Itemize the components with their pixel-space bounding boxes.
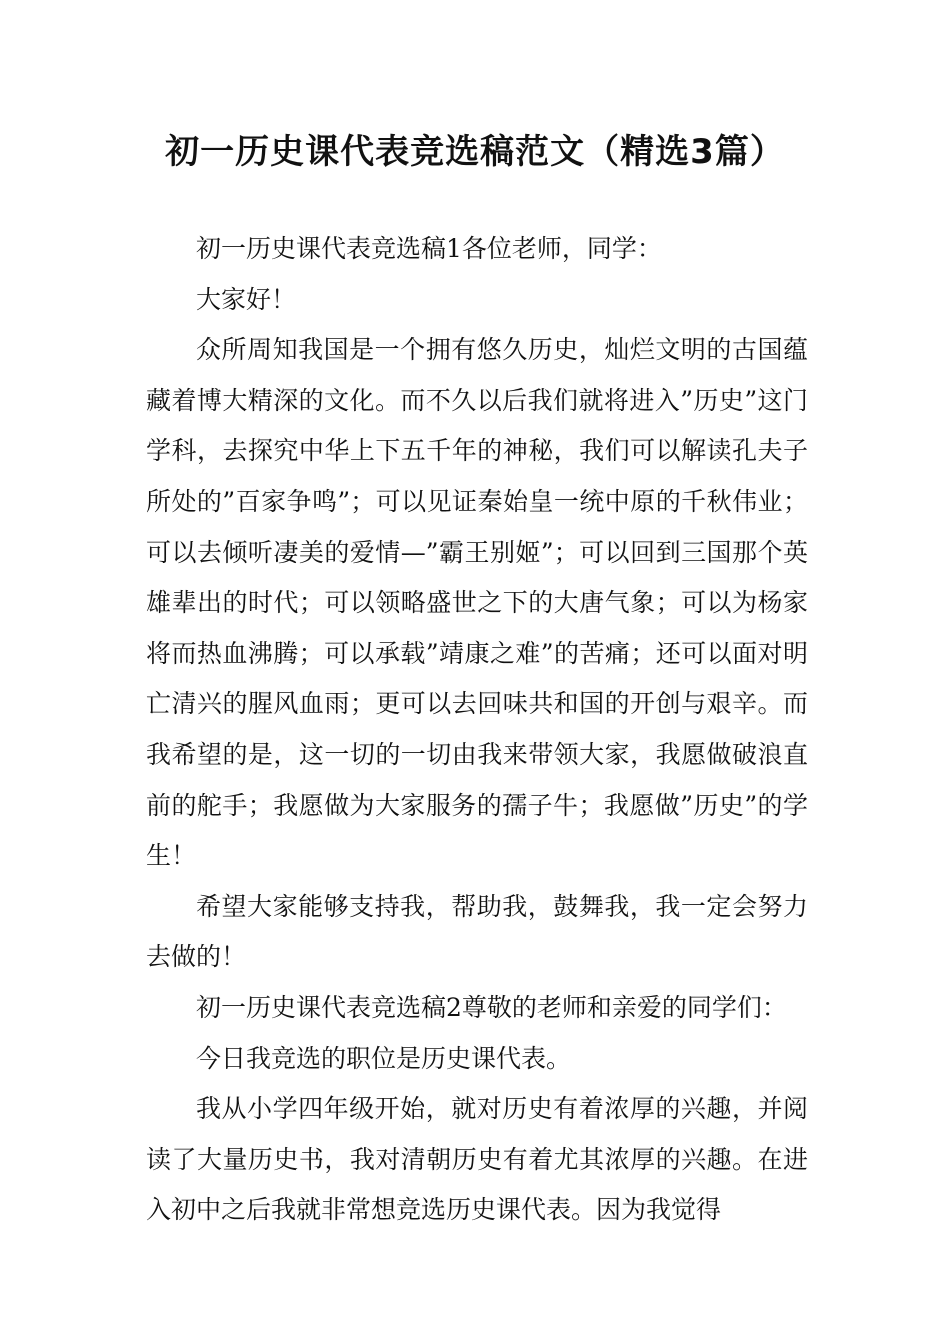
paragraph-speech1-heading: 初一历史课代表竞选稿1各位老师，同学： xyxy=(196,234,662,263)
paragraph-speech2-heading: 初一历史课代表竞选稿2尊敬的老师和亲爱的同学们： xyxy=(196,992,787,1022)
document-body xyxy=(146,224,808,1236)
document-title: 初一历史课代表竞选稿范文（精选3篇） xyxy=(165,132,785,172)
paragraph-interest: 我从小学四年级开始，就对历史有着浓厚的兴趣，并阅读了大量历史书，我对清朝历史有着尤其浓厚的兴趣。在进入初中之后我就非常想竞选历史课代表。因为我觉得 xyxy=(146,1094,808,1225)
paragraph-position: 今日我竞选的职位是历史课代表。 xyxy=(196,1043,572,1073)
paragraph-history-passion: 众所周知我国是一个拥有悠久历史，灿烂文明的古国蕴藏着博大精深的文化。而不久以后我们就将进入”历史”这门学科，去探究中华上下五千年的神秘，我们可以解读孔夫子所处的”百家争鸣”；可以见证秦始皇一统中原的千秋伟业；可以去倾听凄美的爱情—”霸王别姬”；可以回到三国那个英雄辈出的时代；可以领略盛世之下的大唐气象；可以为杨家将而热血沸腾；可以承载”靖康之难”的苦痛；还可以面对明亡清兴的腥风血雨；更可以去回味共和国的开创与艰辛。而我希望的是，这一切的一切由我来带领大家，我愿做破浪直前的舵手；我愿做为大家服务的孺子牛；我愿做”历史”的学生！ xyxy=(146,335,808,871)
paragraph-support-request: 希望大家能够支持我，帮助我，鼓舞我，我一定会努力去做的！ xyxy=(146,891,808,972)
paragraph-greeting: 大家好！ xyxy=(196,284,297,314)
